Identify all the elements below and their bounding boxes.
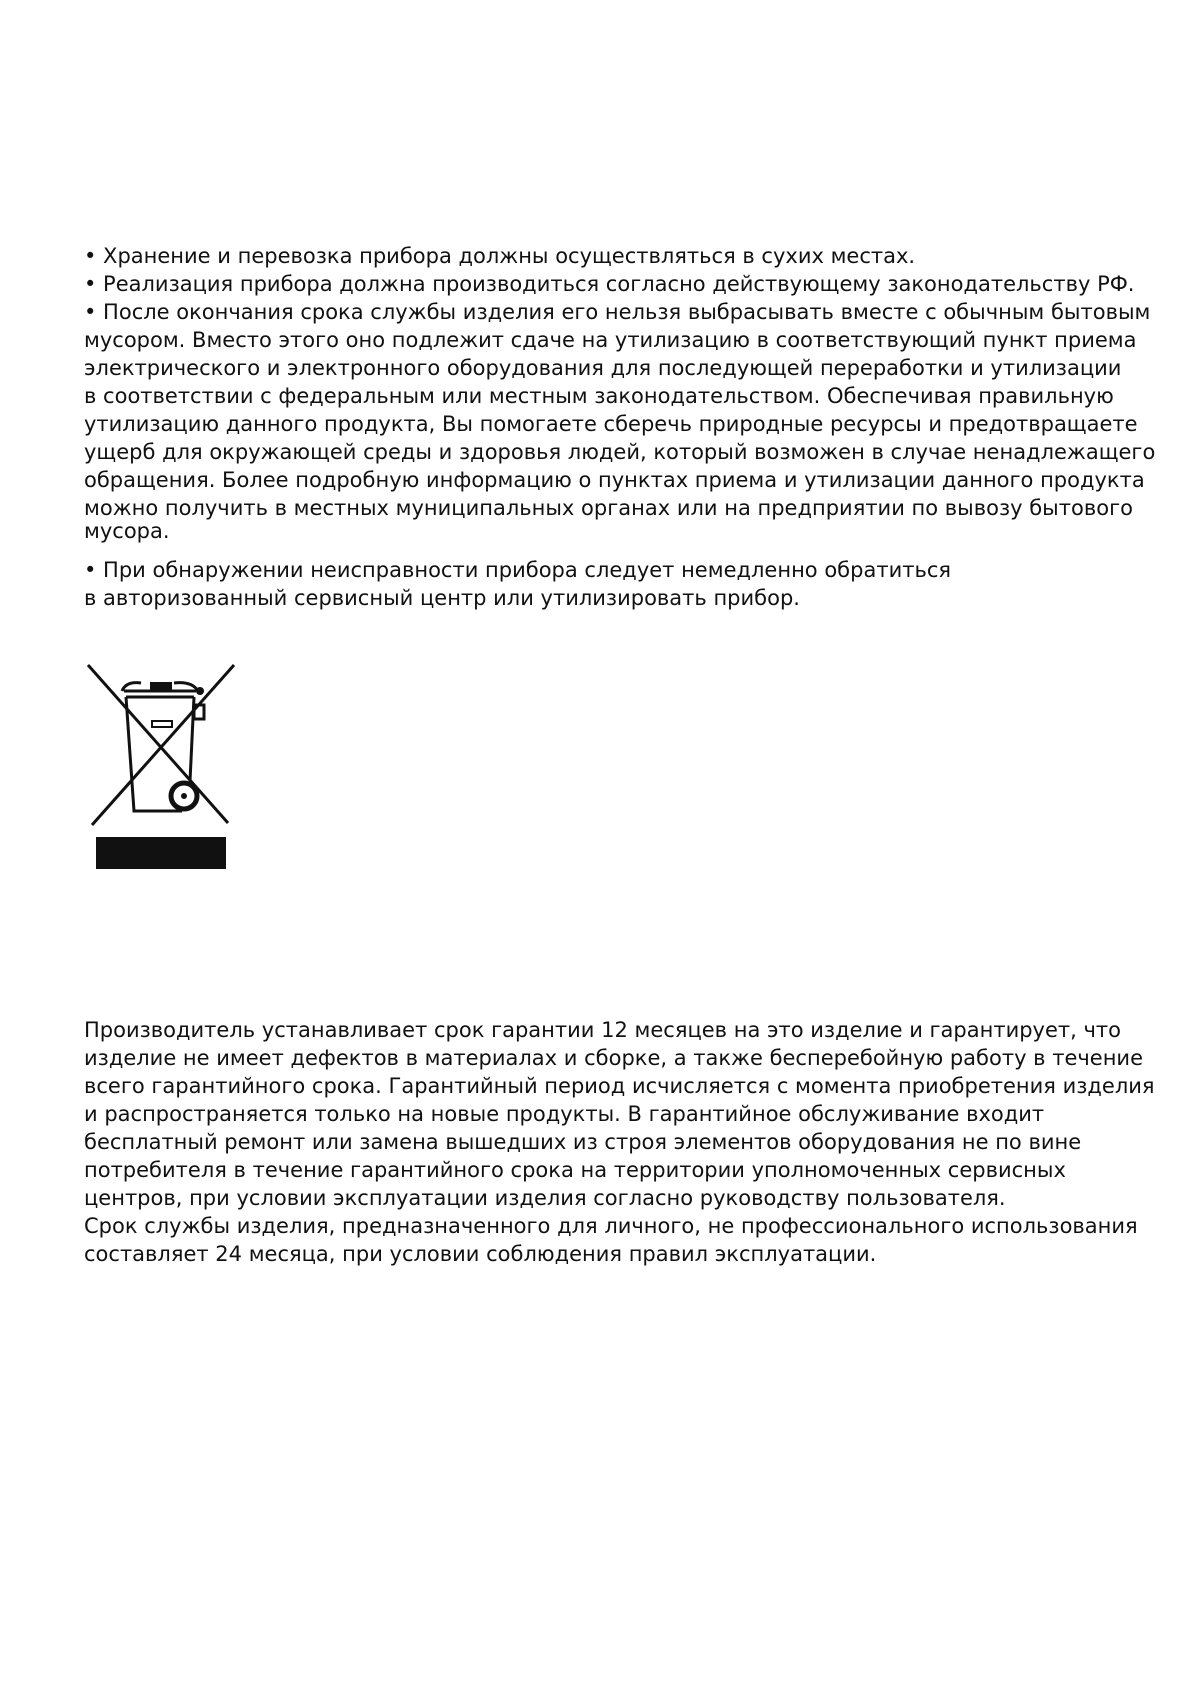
note-line: • После окончания срока службы изделия его нельзя выбрасывать вместе с обычным бытовым [84, 300, 1151, 324]
warranty-line: составляет 24 месяца, при условии соблюдения правил эксплуатации. [84, 1242, 877, 1266]
warranty-line: и распространяется только на новые продукты. В гарантийное обслуживание входит [84, 1102, 1045, 1126]
warranty-text [84, 1016, 1155, 1268]
note-line: можно получить в местных муниципальных органах или на предприятии по вывозу бытового [84, 496, 1133, 520]
note-line: • При обнаружении неисправности прибора следует немедленно обратиться [84, 558, 951, 582]
warranty-line: Срок службы изделия, предназначенного для личного, не профессионального использования [84, 1214, 1138, 1238]
note-line: мусора. [84, 519, 170, 543]
note-line: утилизацию данного продукта, Вы помогаете сберечь природные ресурсы и предотвращаете [84, 412, 1138, 436]
note-line: • Хранение и перевозка прибора должны осуществляться в сухих местах. [84, 244, 916, 268]
note-line: в авторизованный сервисный центр или утилизировать прибор. [84, 586, 800, 610]
note-line: мусором. Вместо этого оно подлежит сдаче на утилизацию в соответствующий пункт приема [84, 328, 1137, 352]
paragraph-gap [84, 540, 1124, 556]
warranty-line: центров, при условии эксплуатации изделия согласно руководству пользователя. [84, 1186, 1006, 1210]
storage-disposal-notes [84, 242, 1156, 612]
warranty-line: всего гарантийного срока. Гарантийный период исчисляется с момента приобретения изделия [84, 1074, 1155, 1098]
note-line: обращения. Более подробную информацию о пунктах приема и утилизации данного продукта [84, 468, 1145, 492]
warranty-line: потребителя в течение гарантийного срока на территории уполномоченных сервисных [84, 1158, 1066, 1182]
warranty-line: изделие не имеет дефектов в материалах и сборке, а также бесперебойную работу в течение [84, 1046, 1144, 1070]
note-line: электрического и электронного оборудования для последующей переработки и утилизации [84, 356, 1122, 380]
warranty-line: бесплатный ремонт или замена вышедших из строя элементов оборудования не по вине [84, 1130, 1082, 1154]
note-line: в соответствии с федеральным или местным законодательством. Обеспечивая правильную [84, 384, 1114, 408]
warranty-line: Производитель устанавливает срок гарантии 12 месяцев на это изделие и гарантирует, что [84, 1018, 1121, 1042]
note-line: • Реализация прибора должна производиться согласно действующему законодательству РФ. [84, 272, 1135, 296]
note-line: ущерб для окружающей среды и здоровья людей, который возможен в случае ненадлежащего [84, 440, 1156, 464]
crossed-out-wheelie-bin-icon [86, 663, 236, 869]
